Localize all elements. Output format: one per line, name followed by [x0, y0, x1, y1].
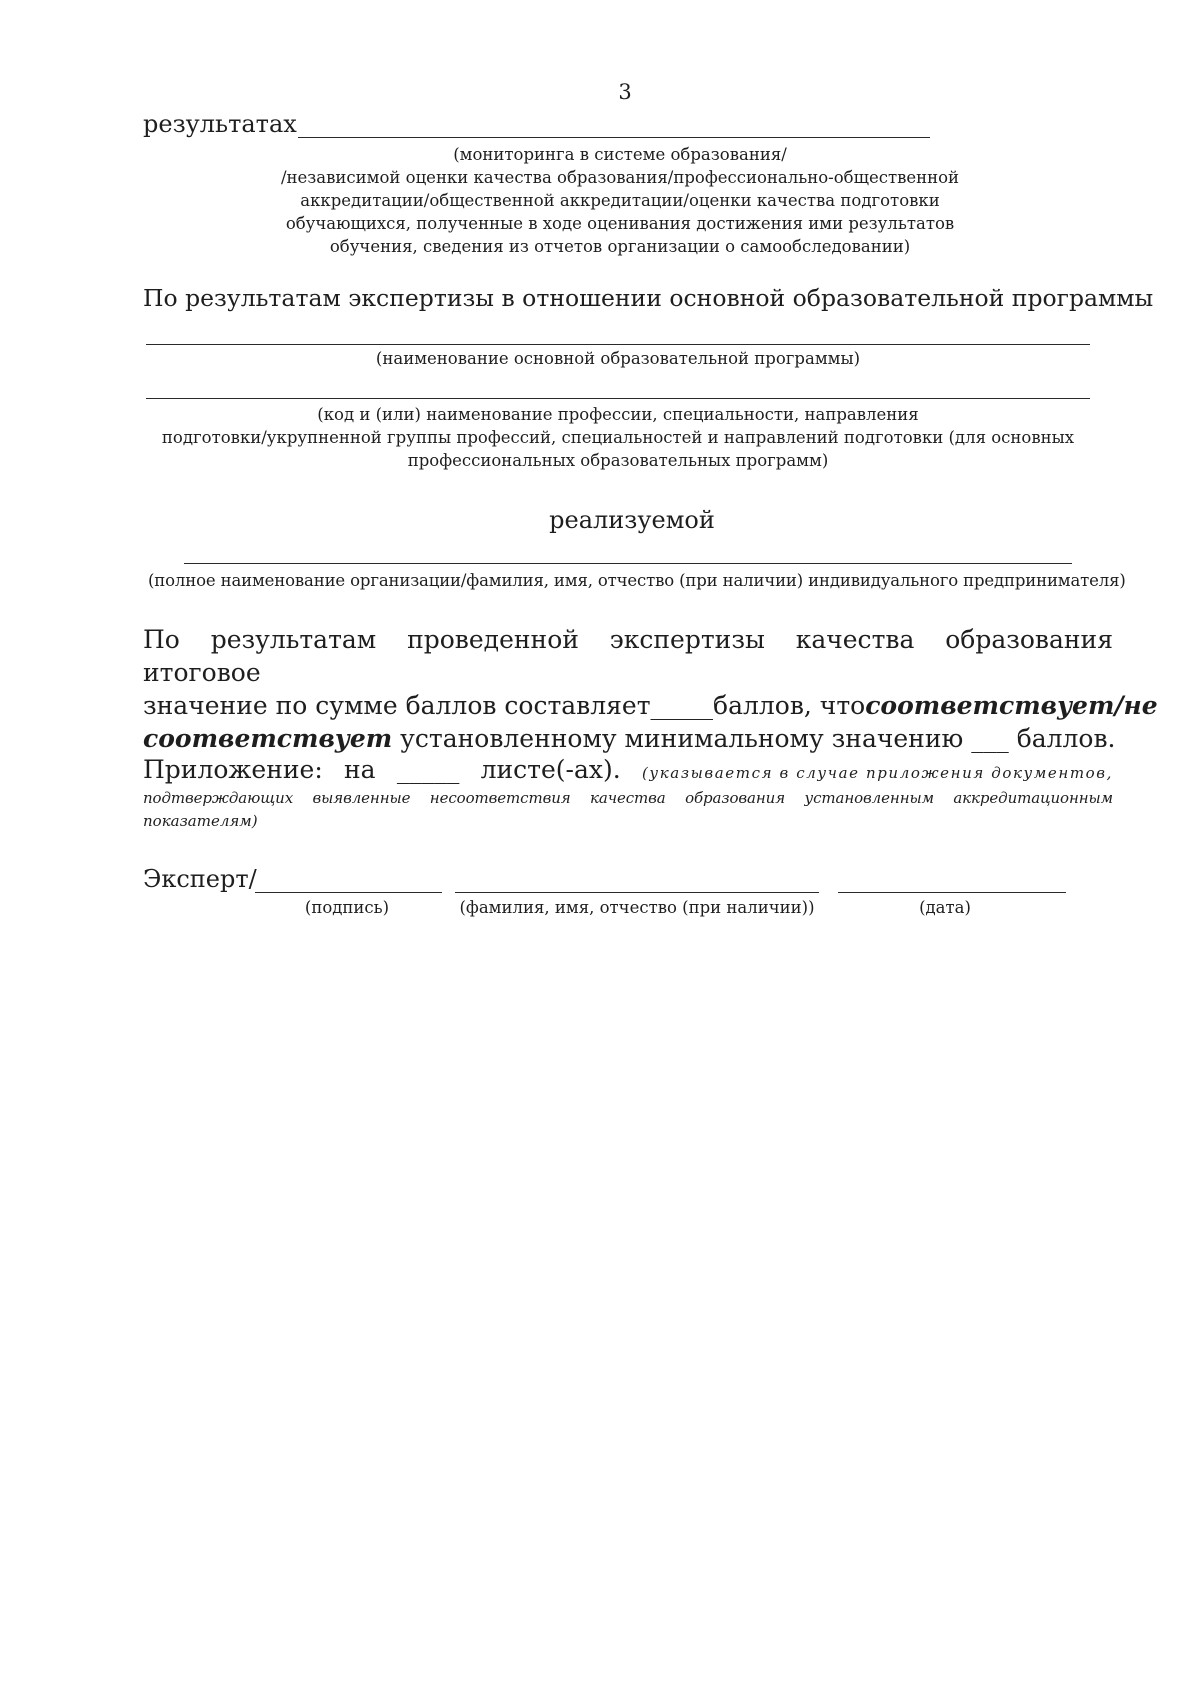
- appendix-sheets-blank[interactable]: _____: [396, 755, 460, 784]
- appendix-sheets: листе(-ах).: [480, 755, 621, 784]
- score-text: установленному минимальному значению: [400, 724, 964, 753]
- score-text: значение по сумме баллов составляет: [143, 691, 651, 720]
- organization-caption: (полное наименование организации/фамилия, имя, отчество (при наличии) индивидуального предпринимателя): [148, 571, 1126, 590]
- results-fill-line: [298, 137, 930, 138]
- results-word: результатах: [143, 110, 297, 138]
- appendix-block: [143, 755, 1113, 832]
- appendix-line-1: [143, 755, 1113, 784]
- score-line-1: По результатам проведенной экспертизы качества образования итоговое: [143, 625, 1113, 687]
- name-line[interactable]: [455, 892, 819, 893]
- program-name-caption: (наименование основной образовательной программы): [375, 349, 861, 368]
- signature-caption: (подпись): [304, 898, 390, 917]
- program-code-caption-line: подготовки/укрупненной группы профессий, специальностей и направлений подготовки (для основных: [161, 428, 1075, 447]
- name-caption: (фамилия, имя, отчество (при наличии)): [459, 898, 815, 917]
- minimum-score-blank[interactable]: ___: [971, 724, 1009, 753]
- program-code-caption-line: профессиональных образовательных программ): [407, 451, 829, 470]
- expertise-heading: По результатам экспертизы в отношении основной образовательной программы: [143, 284, 1154, 312]
- date-caption: (дата): [919, 898, 971, 917]
- score-line-2: [143, 689, 1158, 722]
- appendix-label: Приложение:: [143, 755, 323, 784]
- score-text: баллов, что: [713, 691, 866, 720]
- expert-label: Эксперт/: [143, 865, 257, 893]
- organization-line: [184, 563, 1072, 564]
- results-caption-line: аккредитации/общественной аккредитации/оценки качества подготовки: [300, 191, 940, 210]
- program-name-line: [146, 344, 1090, 345]
- program-code-line: [146, 398, 1090, 399]
- results-caption: [260, 143, 980, 258]
- total-score-blank[interactable]: _____: [650, 691, 714, 720]
- signature-line[interactable]: [255, 892, 442, 893]
- appendix-note-line-2: подтверждающих выявленные несоответствия качества образования установленным аккредитационным: [143, 789, 1113, 807]
- implemented-word: реализуемой: [549, 506, 715, 534]
- results-caption-line: /независимой оценки качества образования/профессионально-общественной: [280, 168, 960, 187]
- conformity-emphasis: соответствует/не: [865, 691, 1158, 720]
- conformity-emphasis: соответствует: [143, 724, 393, 753]
- score-paragraph: [143, 623, 1158, 755]
- appendix-note-line-3: показателям): [143, 812, 258, 830]
- program-code-caption-line: (код и (или) наименование профессии, специальности, направления: [317, 405, 919, 424]
- program-code-caption: [146, 403, 1090, 472]
- page-number: 3: [618, 80, 632, 104]
- results-caption-line: обучения, сведения из отчетов организации о самообследовании): [329, 237, 911, 256]
- appendix-on: на: [344, 755, 376, 784]
- appendix-note: (указывается в случае приложения документов,: [641, 764, 1113, 782]
- results-caption-line: (мониторинга в системе образования/: [453, 145, 787, 164]
- score-line-3: [143, 722, 1116, 755]
- score-text: баллов.: [1016, 724, 1116, 753]
- date-line[interactable]: [838, 892, 1066, 893]
- results-caption-line: обучающихся, полученные в ходе оценивания достижения ими результатов: [285, 214, 955, 233]
